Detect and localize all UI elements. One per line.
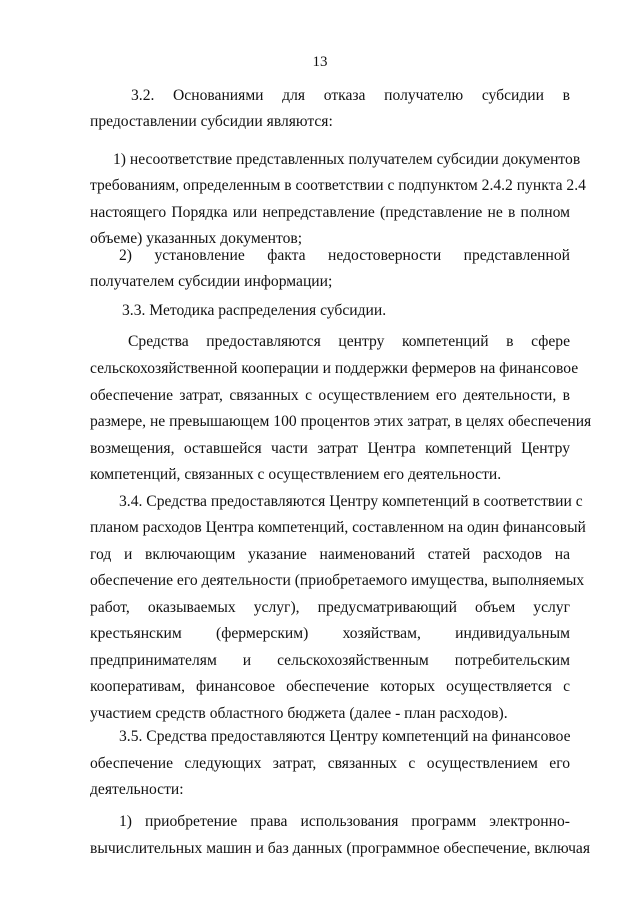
text-line: размере, не превышающем 100 процентов этих затрат, в целях обеспечения [90,413,592,430]
text-line: 1) приобретение права использования программ электронно- [119,813,570,830]
text-line: 3.4. Средства предоставляются Центру компетенций в соответствии с [119,493,583,510]
text-line: обеспечение затрат, связанных с осуществлением его деятельности, в [90,387,570,404]
page-number: 13 [312,54,328,70]
text-line: настоящего Порядка или непредставление (представление не в полном [90,204,570,221]
text-line: объеме) указанных документов; [90,230,303,247]
text-line: Средства предоставляются центру компетенций в сфере [128,333,570,350]
text-line: обеспечение следующих затрат, связанных с осуществлением его [90,755,570,772]
text-line: компетенций, связанных с осуществлением его деятельности. [90,466,502,483]
section-heading: 3.3. Методика распределения субсидии. [122,302,387,319]
text-line: кооперативам, финансовое обеспечение которых осуществляется с [90,678,570,695]
text-line: требованиям, определенным в соответствии с подпунктом 2.4.2 пункта 2.4 [90,177,586,194]
text-line: возмещения, оставшейся части затрат Центра компетенций Центру [90,440,570,457]
text-line: сельскохозяйственной кооперации и поддержки фермеров на финансовое [90,360,579,377]
text-line: 3.5. Средства предоставляются Центру компетенций на финансовое [119,728,571,745]
text-line: предоставлении субсидии являются: [90,113,333,130]
text-line: 2) установление факта недостоверности представленной [119,247,570,264]
text-line: год и включающим указание наименований статей расходов на [90,546,570,563]
text-line: вычислительных машин и баз данных (программное обеспечение, включая [90,840,591,857]
text-line: участием средств областного бюджета (далее - план расходов). [90,705,508,722]
text-line: предпринимателям и сельскохозяйственным потребительским [90,652,570,669]
text-line: 3.2. Основаниями для отказа получателю субсидии в [131,87,570,104]
text-line: обеспечение его деятельности (приобретаемого имущества, выполняемых [90,572,585,589]
text-line: планом расходов Центра компетенций, составленном на один финансовый [90,519,586,536]
text-line: работ, оказываемых услуг), предусматривающий объем услуг [90,599,570,616]
text-line: деятельности: [90,781,184,798]
text-line: крестьянским (фермерским) хозяйствам, индивидуальным [90,625,570,642]
text-line: 1) несоответствие представленных получателем субсидии документов [113,151,581,168]
text-line: получателем субсидии информации; [90,273,333,290]
